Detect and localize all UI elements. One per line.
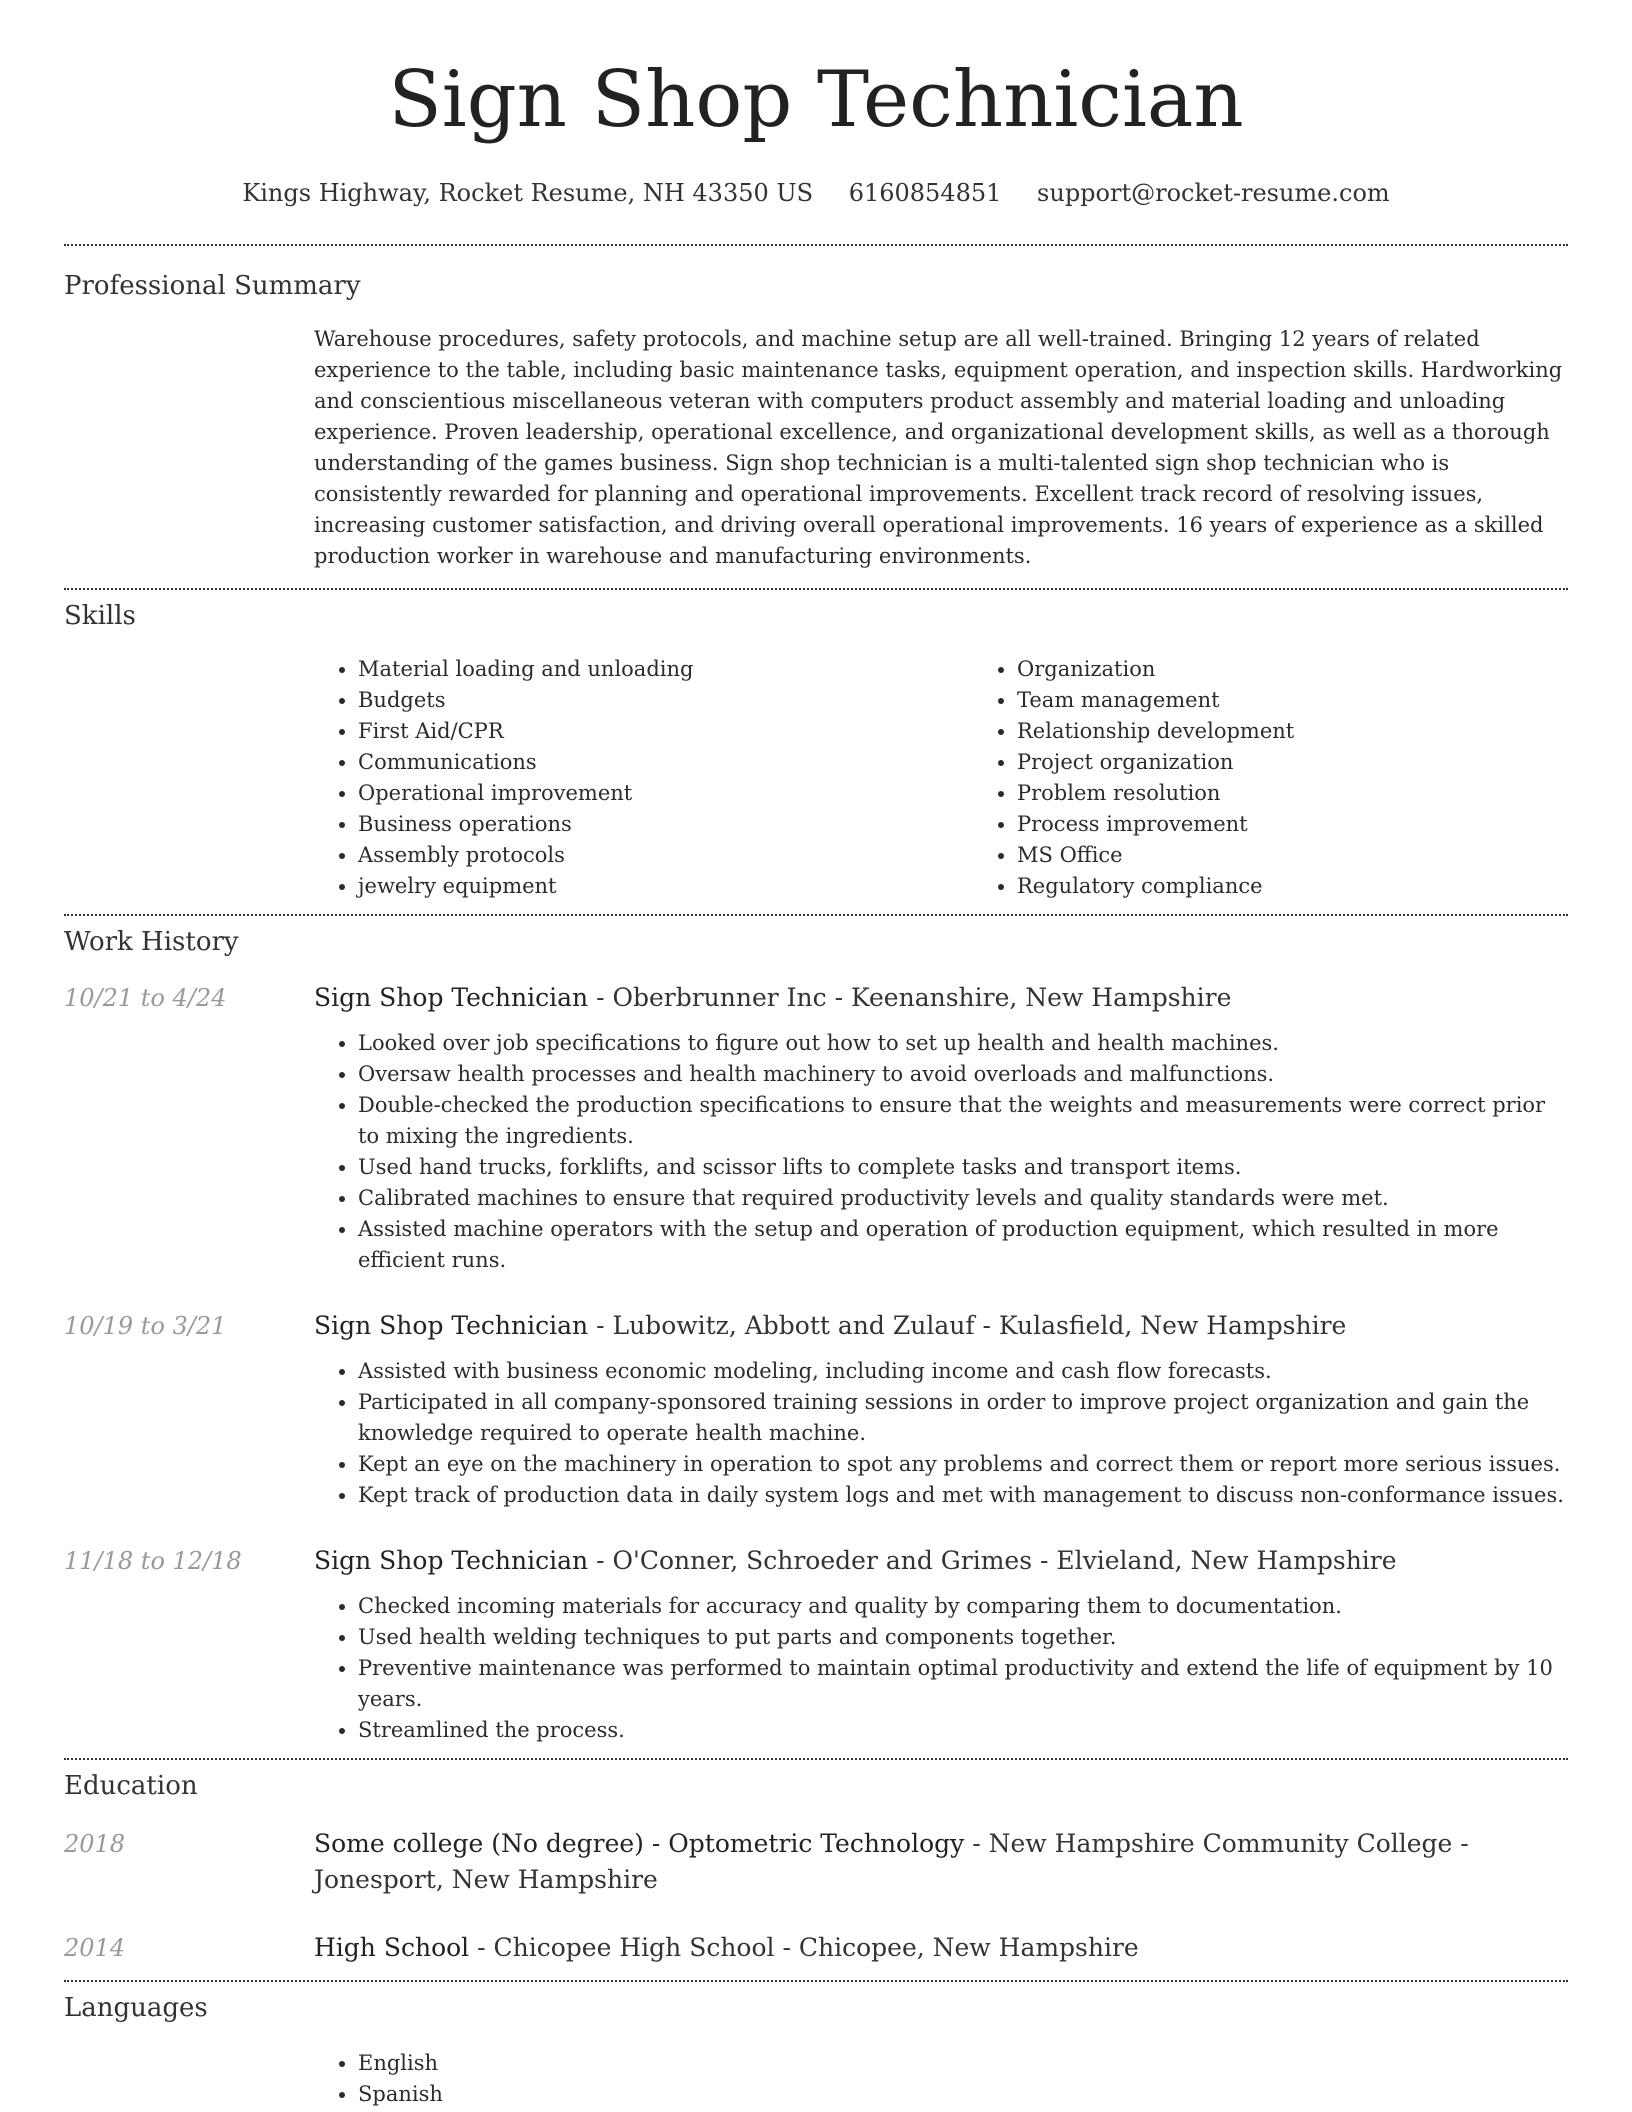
job-bullet: • Assisted machine operators with the setup and operation of production equipment, which resulted in more efficient runs. [358,1214,1568,1276]
education-section [64,1760,1568,1980]
job-bullet: • Used hand trucks, forklifts, and scissor lifts to complete tasks and transport items. [358,1152,1568,1183]
education-title [314,1930,1568,1966]
skill-item: • First Aid/CPR [358,716,973,747]
skill-item: • Team management [1017,685,1632,716]
education-year: 2014 [64,1934,126,1962]
skill-item: • Process improvement [1017,809,1632,840]
section-title-summary: Professional Summary [64,271,361,301]
job-bullet: • Looked over job specifications to figure out how to set up health and health machines. [358,1028,1568,1059]
job-entry [64,1310,1568,1511]
skill-item: • Operational improvement [358,778,973,809]
education-degree: Some college (No degree) - Optometric Technology [314,1829,965,1858]
job-company: - O'Conner, Schroeder and Grimes - Elvieland, New Hampshire [588,1546,1397,1575]
contact-email[interactable]: support@rocket-resume.com [1037,179,1390,207]
section-title-languages: Languages [64,1993,208,2023]
job-bullet: • Preventive maintenance was performed to maintain optimal productivity and extend the life of equipment by 10 years. [358,1653,1568,1715]
job-bullets [314,1591,1568,1746]
contact-phone: 6160854851 [848,179,1002,207]
job-role: Sign Shop Technician [314,1546,589,1575]
section-title-work: Work History [64,927,239,957]
skill-item: • Business operations [358,809,973,840]
job-company: - Lubowitz, Abbott and Zulauf - Kulasfield, New Hampshire [588,1311,1347,1340]
job-bullet: • Used health welding techniques to put parts and components together. [358,1622,1568,1653]
job-bullet: • Kept an eye on the machinery in operation to spot any problems and correct them or report more serious issues. [358,1449,1568,1480]
skill-item: • MS Office [1017,840,1632,871]
contact-address: Kings Highway, Rocket Resume, NH 43350 US [242,179,814,207]
job-bullet: • Assisted with business economic modeling, including income and cash flow forecasts. [358,1356,1568,1387]
job-company: - Oberbrunner Inc - Keenanshire, New Hampshire [588,983,1232,1012]
resume-name: Sign Shop Technician [388,55,1244,145]
job-entry [64,982,1568,1276]
job-bullet: • Kept track of production data in daily system logs and met with management to discuss non-conformance issues. [358,1480,1568,1511]
education-school: - New Hampshire Community College - Jonesport, New Hampshire [314,1829,1469,1894]
job-bullets [314,1028,1568,1276]
job-role: Sign Shop Technician [314,1311,589,1340]
job-dates: 10/21 to 4/24 [64,984,227,1012]
education-entry [64,1930,1568,1966]
languages-section [64,1982,1568,2110]
job-dates: 10/19 to 3/21 [64,1312,227,1340]
section-title-skills: Skills [64,601,136,631]
education-entry [64,1826,1568,1898]
summary-section [64,246,1568,588]
job-bullet: • Oversaw health processes and health machinery to avoid overloads and malfunctions. [358,1059,1568,1090]
job-role: Sign Shop Technician [314,983,589,1012]
skill-item: • Assembly protocols [358,840,973,871]
skill-item: • Material loading and unloading [358,654,973,685]
job-bullet: • Checked incoming materials for accuracy and quality by comparing them to documentation. [358,1591,1568,1622]
education-title [314,1826,1568,1898]
skills-section [64,590,1568,914]
education-year: 2018 [64,1830,126,1858]
job-bullet: • Participated in all company-sponsored training sessions in order to improve project organization and gain the knowledge required to operate health machine. [358,1387,1568,1449]
section-title-education: Education [64,1771,198,1801]
job-bullet: • Double-checked the production specifications to ensure that the weights and measurements were correct prior to mixing the ingredients. [358,1090,1568,1152]
skill-item: • Relationship development [1017,716,1632,747]
job-bullets [314,1356,1568,1511]
skills-list-right [973,654,1632,902]
job-entry [64,1545,1568,1746]
skills-list-left [314,654,973,902]
contact-line [64,178,1568,208]
skill-item: • Project organization [1017,747,1632,778]
language-item: • Spanish [358,2079,1568,2110]
job-title [314,1545,1568,1577]
summary-text: Warehouse procedures, safety protocols, and machine setup are all well-trained. Bringing 12 years of related experience to the table, including basic maintenance tasks, equipment operation, and inspection skills. Hardworking and conscientious miscellaneous veteran with computers product assembly and material loading and unloading experience. Proven leadership, operational excellence, and organizational development skills, as well as a thorough understanding of the games business. Sign shop technician is a multi-talented sign shop technician who is consistently rewarded for planning and operational improvements. Excellent track record of resolving issues, increasing customer satisfaction, and driving overall operational improvements. 16 years of experience as a skilled production worker in warehouse and manufacturing environments. [314,327,1563,568]
language-item: • English [358,2048,1568,2079]
skill-item: • Communications [358,747,973,778]
skill-item: • Budgets [358,685,973,716]
skill-item: • jewelry equipment [358,871,973,902]
job-dates: 11/18 to 12/18 [64,1547,242,1575]
job-title [314,1310,1568,1342]
skill-item: • Problem resolution [1017,778,1632,809]
job-title [314,982,1568,1014]
education-degree: High School [314,1933,470,1962]
job-bullet: • Streamlined the process. [358,1715,1568,1746]
education-school: - Chicopee High School - Chicopee, New Hampshire [469,1933,1139,1962]
skill-item: • Organization [1017,654,1632,685]
job-bullet: • Calibrated machines to ensure that required productivity levels and quality standards were met. [358,1183,1568,1214]
work-history-section [64,916,1568,1758]
languages-list [314,2048,1568,2110]
skill-item: • Regulatory compliance [1017,871,1632,902]
